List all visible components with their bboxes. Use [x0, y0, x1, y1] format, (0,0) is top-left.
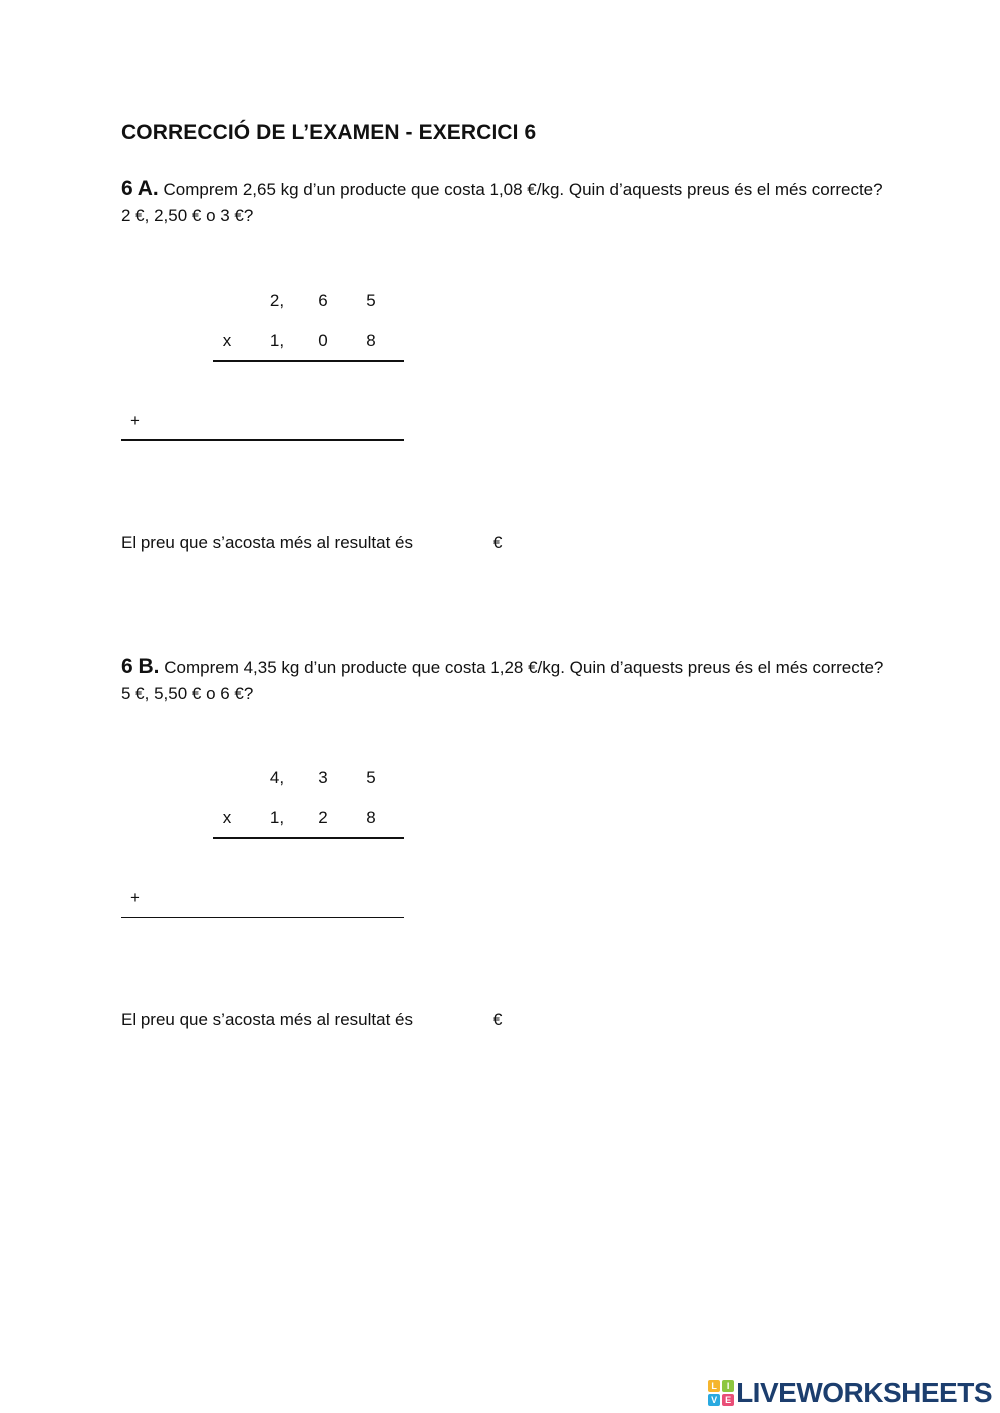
- 6b-top-digit-2: 3: [318, 768, 328, 787]
- 6b-multiply-line: [213, 837, 404, 839]
- 6b-multiply-sign: x: [222, 808, 232, 827]
- 6a-euro-sign: €: [493, 533, 503, 552]
- 6b-answer-input[interactable]: [445, 1007, 489, 1031]
- logo-tile-l: L: [708, 1380, 720, 1392]
- 6b-euro-sign: €: [493, 1010, 503, 1029]
- 6a-top-digit-1: 2,: [269, 291, 285, 310]
- exercise-6b-text: Comprem 4,35 kg d’un producte que costa 1,28 €/kg. Quin d’aquests preus és el més correcte? 5 €, 5,50 € o 6 €?: [121, 658, 884, 703]
- exercise-6a-label: 6 A.: [121, 177, 159, 200]
- 6a-top-digit-2: 6: [318, 291, 328, 310]
- 6b-bottom-digit-2: 2: [318, 808, 328, 827]
- 6b-sum-line: [121, 917, 404, 918]
- liveworksheets-logo: [708, 1379, 992, 1407]
- page-title: CORRECCIÓ DE L’EXAMEN - EXERCICI 6: [121, 121, 537, 144]
- exercise-6b-question: [121, 654, 891, 707]
- exercise-6a-question: [121, 176, 891, 229]
- 6b-top-digit-1: 4,: [269, 768, 285, 787]
- 6b-bottom-digit-1: 1,: [269, 808, 285, 827]
- 6a-top-digit-3: 5: [366, 291, 376, 310]
- 6b-answer-text: El preu que s’acosta més al resultat és: [121, 1010, 413, 1029]
- logo-wordmark: LIVEWORKSHEETS: [736, 1377, 992, 1408]
- 6a-multiply-line: [213, 360, 404, 362]
- 6b-top-digit-3: 5: [366, 768, 376, 787]
- 6b-bottom-digit-3: 8: [366, 808, 376, 827]
- logo-tile-v: V: [708, 1394, 720, 1406]
- 6a-answer-text: El preu que s’acosta més al resultat és: [121, 533, 413, 552]
- 6a-bottom-digit-3: 8: [366, 331, 376, 350]
- logo-tile-i: I: [722, 1380, 734, 1392]
- logo-mark-icon: [708, 1380, 734, 1406]
- 6a-bottom-digit-2: 0: [318, 331, 328, 350]
- 6a-bottom-digit-1: 1,: [269, 331, 285, 350]
- 6a-sum-line: [121, 439, 404, 441]
- logo-tile-e: E: [722, 1394, 734, 1406]
- exercise-6a-text: Comprem 2,65 kg d’un producte que costa 1,08 €/kg. Quin d’aquests preus és el més correcte? 2 €, 2,50 € o 3 €?: [121, 180, 883, 225]
- 6a-plus-sign: +: [130, 411, 140, 430]
- 6a-answer-input[interactable]: [445, 530, 489, 554]
- 6b-plus-sign: +: [130, 888, 140, 907]
- 6a-multiply-sign: x: [222, 331, 232, 350]
- exercise-6b-label: 6 B.: [121, 655, 160, 678]
